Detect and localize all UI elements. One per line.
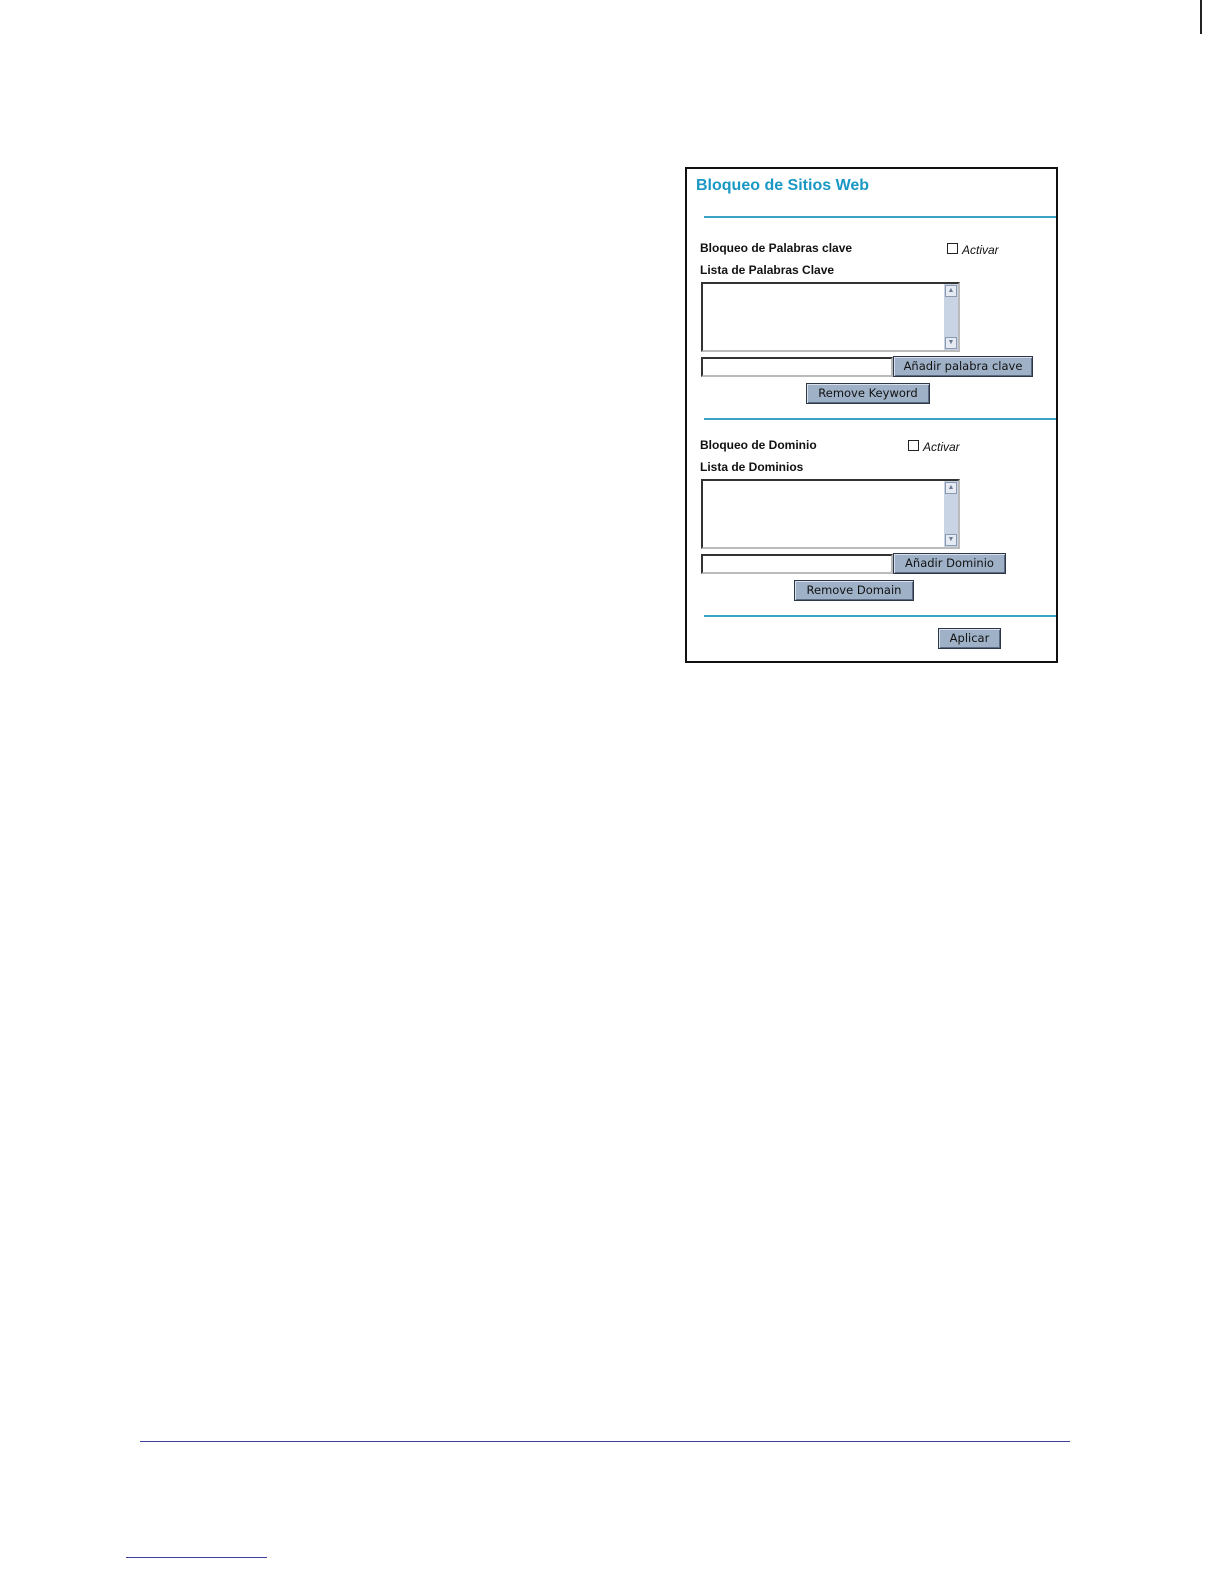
domain-enable-option[interactable] (908, 440, 960, 454)
keyword-input[interactable] (701, 357, 893, 377)
keyword-enable-option[interactable] (947, 243, 999, 257)
keyword-enable-checkbox[interactable] (947, 243, 958, 254)
keyword-enable-label: Activar (962, 243, 999, 257)
website-blocking-panel (685, 167, 1058, 663)
scroll-down-arrow-icon[interactable]: ▼ (945, 337, 957, 349)
apply-button[interactable]: Aplicar (938, 628, 1001, 649)
footer-rule (140, 1441, 1070, 1442)
domain-list-scrollbar[interactable] (944, 481, 958, 547)
domain-section-divider (704, 615, 1056, 617)
keyword-listbox[interactable] (701, 282, 960, 352)
footer-link-underline (126, 1557, 267, 1558)
page-edge-mark (1200, 0, 1202, 34)
domain-enable-label: Activar (923, 440, 960, 454)
scroll-up-arrow-icon[interactable]: ▲ (945, 482, 957, 494)
remove-domain-button[interactable]: Remove Domain (794, 580, 914, 601)
domain-listbox[interactable] (701, 479, 960, 549)
add-keyword-button[interactable]: Añadir palabra clave (893, 356, 1033, 377)
add-domain-button[interactable]: Añadir Dominio (893, 553, 1006, 574)
domain-enable-checkbox[interactable] (908, 440, 919, 451)
keyword-list-scrollbar[interactable] (944, 284, 958, 350)
domain-blocking-label: Bloqueo de Dominio (700, 438, 817, 452)
domain-list-label: Lista de Dominios (700, 460, 804, 474)
keyword-list-label: Lista de Palabras Clave (700, 263, 835, 277)
remove-keyword-button[interactable]: Remove Keyword (806, 383, 930, 404)
domain-input[interactable] (701, 554, 893, 574)
keyword-section-divider (704, 418, 1056, 420)
scroll-up-arrow-icon[interactable]: ▲ (945, 285, 957, 297)
scroll-down-arrow-icon[interactable]: ▼ (945, 534, 957, 546)
keyword-blocking-label: Bloqueo de Palabras clave (700, 241, 853, 255)
panel-title: Bloqueo de Sitios Web (696, 177, 870, 194)
title-divider (704, 216, 1056, 218)
